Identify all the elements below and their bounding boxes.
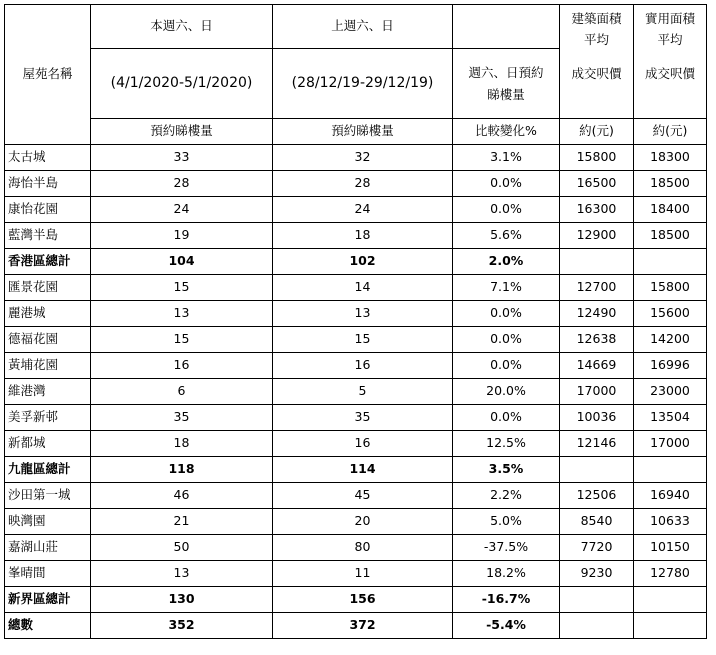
- cell-estate-name: 峯晴間: [5, 561, 91, 587]
- cell-estate-name: 映灣園: [5, 509, 91, 535]
- cell-saleable-price: [634, 249, 707, 275]
- cell-last-week-count: 11: [273, 561, 453, 587]
- cell-this-week-count: 130: [91, 587, 273, 613]
- cell-saleable-price: 14200: [634, 327, 707, 353]
- cell-last-week-count: 156: [273, 587, 453, 613]
- header-last-week-sub: 預約睇樓量: [273, 119, 453, 145]
- header-this-week: 本週六、日: [91, 5, 273, 49]
- cell-last-week-count: 16: [273, 431, 453, 457]
- cell-last-week-count: 15: [273, 327, 453, 353]
- cell-change-percent: 5.6%: [453, 223, 560, 249]
- cell-saleable-price: 16940: [634, 483, 707, 509]
- cell-gross-price: 12506: [560, 483, 634, 509]
- header-saleable-line2: 平均: [657, 32, 683, 48]
- cell-this-week-count: 352: [91, 613, 273, 639]
- header-change-line2: 睇樓量: [487, 86, 525, 102]
- cell-gross-price: 16300: [560, 197, 634, 223]
- header-saleable-unit: 約(元): [634, 119, 707, 145]
- viewing-volume-table: [4, 4, 707, 639]
- cell-estate-name: 嘉湖山莊: [5, 535, 91, 561]
- cell-estate-name: 新界區總計: [5, 587, 91, 613]
- table-row: [5, 535, 707, 561]
- cell-saleable-price: 18500: [634, 223, 707, 249]
- table-row: [5, 379, 707, 405]
- cell-last-week-count: 28: [273, 171, 453, 197]
- cell-this-week-count: 35: [91, 405, 273, 431]
- cell-change-percent: 2.0%: [453, 249, 560, 275]
- cell-saleable-price: 18400: [634, 197, 707, 223]
- cell-gross-price: 12638: [560, 327, 634, 353]
- table-row: [5, 405, 707, 431]
- cell-estate-name: 匯景花園: [5, 275, 91, 301]
- cell-last-week-count: 18: [273, 223, 453, 249]
- cell-gross-price: 8540: [560, 509, 634, 535]
- header-last-week-range: (28/12/19-29/12/19): [273, 49, 453, 119]
- cell-saleable-price: 12780: [634, 561, 707, 587]
- header-saleable-line1: 實用面積: [644, 11, 695, 26]
- cell-estate-name: 康怡花園: [5, 197, 91, 223]
- cell-estate-name: 維港灣: [5, 379, 91, 405]
- cell-last-week-count: 16: [273, 353, 453, 379]
- header-change-sub: 比較變化%: [453, 119, 560, 145]
- cell-this-week-count: 6: [91, 379, 273, 405]
- cell-this-week-count: 118: [91, 457, 273, 483]
- cell-estate-name: 總數: [5, 613, 91, 639]
- cell-this-week-count: 13: [91, 561, 273, 587]
- header-gross-line3: 成交呎價: [571, 65, 622, 81]
- cell-gross-price: 17000: [560, 379, 634, 405]
- table-row: [5, 171, 707, 197]
- cell-change-percent: -37.5%: [453, 535, 560, 561]
- cell-gross-price: 12490: [560, 301, 634, 327]
- cell-saleable-price: 23000: [634, 379, 707, 405]
- cell-this-week-count: 15: [91, 327, 273, 353]
- cell-change-percent: 3.1%: [453, 145, 560, 171]
- cell-this-week-count: 24: [91, 197, 273, 223]
- cell-gross-price: [560, 457, 634, 483]
- cell-change-percent: 0.0%: [453, 353, 560, 379]
- header-change-blank: [453, 5, 560, 49]
- cell-estate-name: 香港區總計: [5, 249, 91, 275]
- cell-saleable-price: 17000: [634, 431, 707, 457]
- cell-change-percent: 12.5%: [453, 431, 560, 457]
- cell-saleable-price: 15800: [634, 275, 707, 301]
- header-saleable-line3: 成交呎價: [644, 65, 695, 81]
- cell-estate-name: 九龍區總計: [5, 457, 91, 483]
- cell-gross-price: 12900: [560, 223, 634, 249]
- cell-last-week-count: 13: [273, 301, 453, 327]
- cell-change-percent: 7.1%: [453, 275, 560, 301]
- cell-change-percent: 0.0%: [453, 197, 560, 223]
- table-row: [5, 301, 707, 327]
- cell-estate-name: 太古城: [5, 145, 91, 171]
- cell-this-week-count: 18: [91, 431, 273, 457]
- cell-last-week-count: 5: [273, 379, 453, 405]
- cell-estate-name: 沙田第一城: [5, 483, 91, 509]
- cell-estate-name: 麗港城: [5, 301, 91, 327]
- table-row: [5, 587, 707, 613]
- cell-gross-price: 12146: [560, 431, 634, 457]
- header-estate-name: 屋苑名稱: [5, 5, 91, 145]
- cell-last-week-count: 32: [273, 145, 453, 171]
- cell-this-week-count: 104: [91, 249, 273, 275]
- cell-estate-name: 新都城: [5, 431, 91, 457]
- cell-saleable-price: [634, 457, 707, 483]
- cell-change-percent: 20.0%: [453, 379, 560, 405]
- cell-saleable-price: [634, 613, 707, 639]
- cell-saleable-price: 10150: [634, 535, 707, 561]
- header-last-week: 上週六、日: [273, 5, 453, 49]
- cell-gross-price: 16500: [560, 171, 634, 197]
- cell-gross-price: [560, 613, 634, 639]
- cell-this-week-count: 16: [91, 353, 273, 379]
- table-row: [5, 353, 707, 379]
- table-row: [5, 223, 707, 249]
- cell-saleable-price: 15600: [634, 301, 707, 327]
- table-row: [5, 431, 707, 457]
- cell-gross-price: 14669: [560, 353, 634, 379]
- table-row: [5, 145, 707, 171]
- cell-gross-price: 9230: [560, 561, 634, 587]
- table-row: [5, 197, 707, 223]
- header-gross-line2: 平均: [583, 32, 609, 48]
- header-this-week-range: (4/1/2020-5/1/2020): [91, 49, 273, 119]
- header-change: [453, 49, 560, 119]
- cell-estate-name: 德福花園: [5, 327, 91, 353]
- cell-change-percent: 0.0%: [453, 327, 560, 353]
- cell-gross-price: 7720: [560, 535, 634, 561]
- cell-saleable-price: 10633: [634, 509, 707, 535]
- cell-gross-price: [560, 249, 634, 275]
- cell-this-week-count: 13: [91, 301, 273, 327]
- cell-gross-price: 12700: [560, 275, 634, 301]
- header-gross-area: [560, 5, 634, 119]
- cell-change-percent: 0.0%: [453, 405, 560, 431]
- header-saleable-area: [634, 5, 707, 119]
- cell-last-week-count: 20: [273, 509, 453, 535]
- cell-gross-price: 15800: [560, 145, 634, 171]
- cell-estate-name: 海怡半島: [5, 171, 91, 197]
- cell-last-week-count: 102: [273, 249, 453, 275]
- table-row: [5, 483, 707, 509]
- cell-change-percent: 0.0%: [453, 301, 560, 327]
- cell-last-week-count: 114: [273, 457, 453, 483]
- cell-this-week-count: 21: [91, 509, 273, 535]
- cell-last-week-count: 24: [273, 197, 453, 223]
- cell-this-week-count: 28: [91, 171, 273, 197]
- cell-saleable-price: 18300: [634, 145, 707, 171]
- table-row: [5, 613, 707, 639]
- cell-last-week-count: 80: [273, 535, 453, 561]
- cell-this-week-count: 19: [91, 223, 273, 249]
- cell-last-week-count: 14: [273, 275, 453, 301]
- cell-this-week-count: 33: [91, 145, 273, 171]
- cell-saleable-price: [634, 587, 707, 613]
- cell-saleable-price: 16996: [634, 353, 707, 379]
- cell-estate-name: 美孚新邨: [5, 405, 91, 431]
- cell-this-week-count: 50: [91, 535, 273, 561]
- table-row: [5, 509, 707, 535]
- cell-last-week-count: 35: [273, 405, 453, 431]
- cell-saleable-price: 13504: [634, 405, 707, 431]
- cell-change-percent: 0.0%: [453, 171, 560, 197]
- cell-change-percent: -5.4%: [453, 613, 560, 639]
- table-row: [5, 561, 707, 587]
- table-row: [5, 327, 707, 353]
- cell-last-week-count: 45: [273, 483, 453, 509]
- cell-saleable-price: 18500: [634, 171, 707, 197]
- cell-gross-price: [560, 587, 634, 613]
- table-row: [5, 249, 707, 275]
- cell-estate-name: 藍灣半島: [5, 223, 91, 249]
- cell-this-week-count: 46: [91, 483, 273, 509]
- cell-change-percent: 5.0%: [453, 509, 560, 535]
- header-this-week-sub: 預約睇樓量: [91, 119, 273, 145]
- cell-change-percent: 18.2%: [453, 561, 560, 587]
- header-change-line1: 週六、日預約: [468, 65, 544, 81]
- table-row: [5, 275, 707, 301]
- header-gross-unit: 約(元): [560, 119, 634, 145]
- cell-estate-name: 黃埔花園: [5, 353, 91, 379]
- cell-last-week-count: 372: [273, 613, 453, 639]
- cell-gross-price: 10036: [560, 405, 634, 431]
- table-body: [5, 145, 707, 639]
- cell-change-percent: 2.2%: [453, 483, 560, 509]
- cell-this-week-count: 15: [91, 275, 273, 301]
- header-gross-line1: 建築面積: [571, 11, 622, 26]
- table-row: [5, 457, 707, 483]
- cell-change-percent: 3.5%: [453, 457, 560, 483]
- cell-change-percent: -16.7%: [453, 587, 560, 613]
